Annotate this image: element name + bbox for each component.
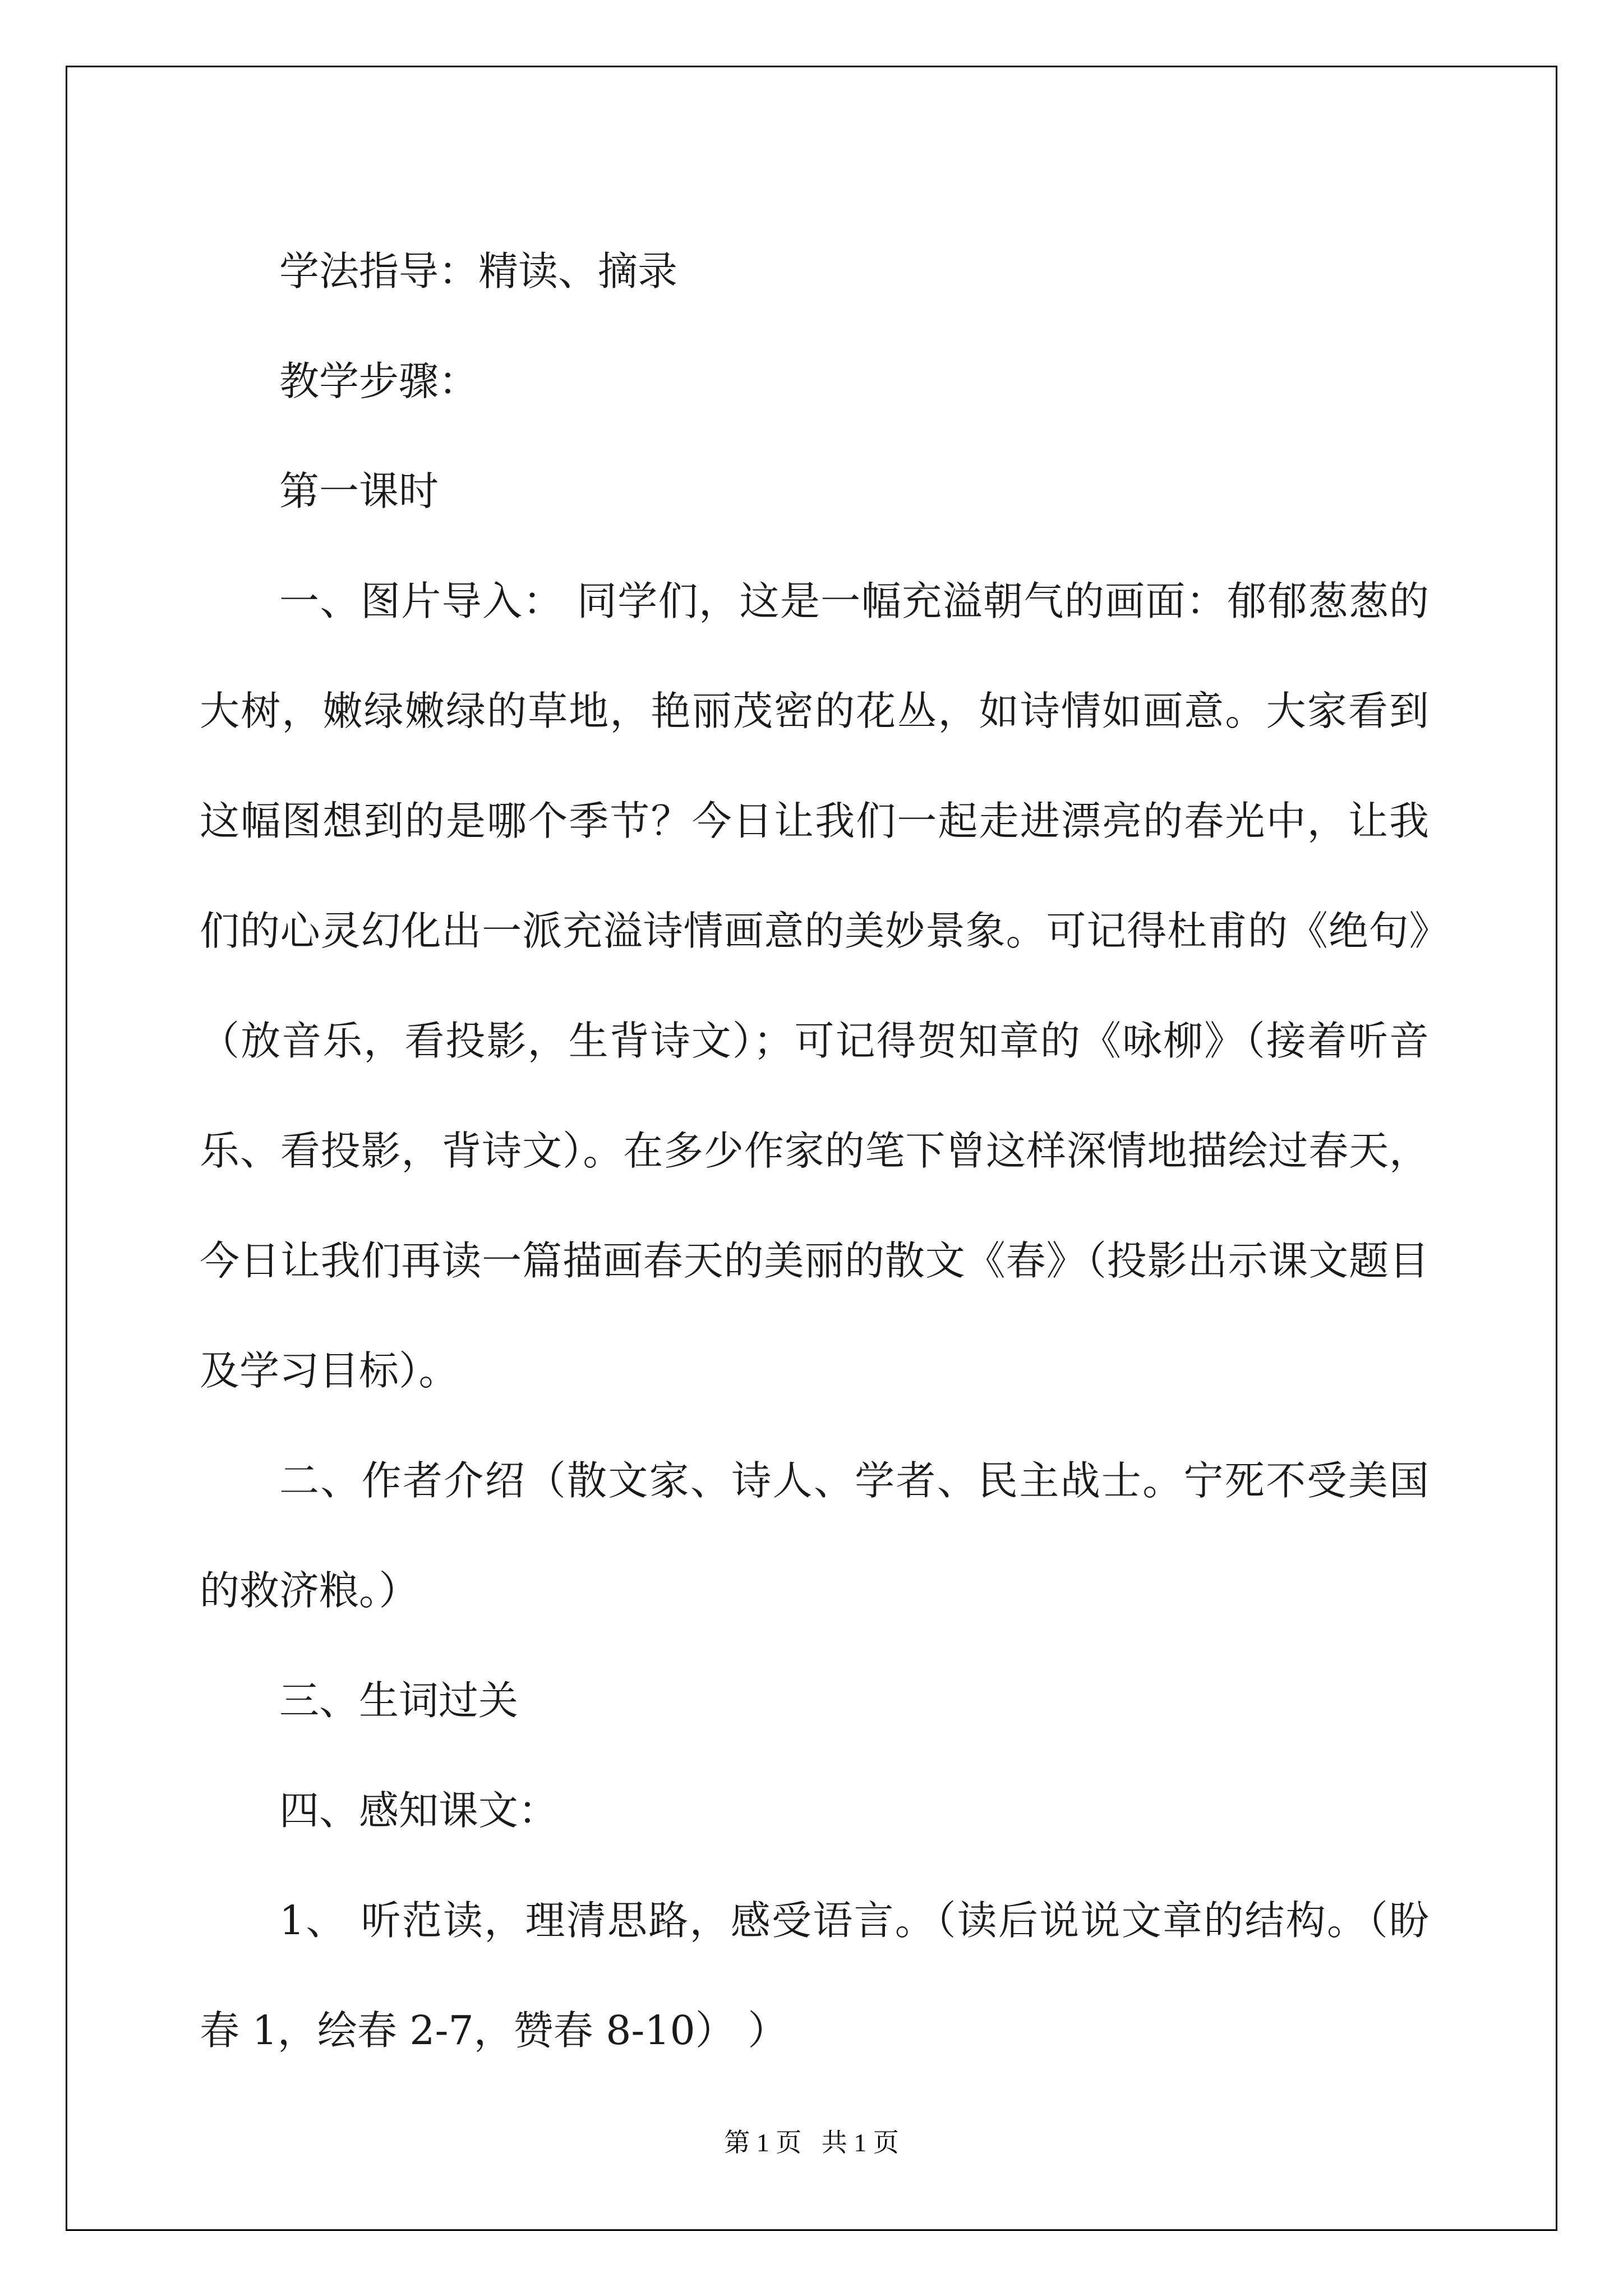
page-footer [0, 2122, 1623, 2159]
paragraph-vocabulary: 三、生词过关 [279, 1677, 519, 1724]
page-number: 第 1 页 [724, 2128, 802, 2157]
page-total: 共 1 页 [821, 2128, 899, 2157]
paragraph-listen-reading: 1、 听范读，理清思路，感受语言。（读后说说文章的结构。（盼春 1，绘春 2-7，赞春 8-10） ） [200, 1897, 1429, 2054]
paragraph-picture-intro: 一、图片导入： 同学们，这是一幅充溢朝气的画面：郁郁葱葱的大树，嫩绿嫩绿的草地，艳丽茂密的花丛，如诗情如画意。大家看到这幅图想到的是哪个季节？今日让我们一起走进漂亮的春光中，让我们的心灵幻化出一派充溢诗情画意的美妙景象。可记得杜甫的《绝句》（放音乐，看投影，生背诗文）；可记得贺知章的《咏柳》（接着听音乐、看投影，背诗文）。在多少作家的笔下曾这样深情地描绘过春天，今日让我们再读一篇描画春天的美丽的散文《春》（投影出示课文题目及学习目标）。 [200, 578, 1429, 1394]
document-body [200, 217, 1429, 2086]
paragraph-author-intro: 二、作者介绍（散文家、诗人、学者、民主战士。宁死不受美国的救济粮。） [200, 1457, 1429, 1614]
paragraph-teaching-steps: 教学步骤： [279, 358, 479, 404]
paragraph-perceive-text: 四、感知课文： [279, 1787, 559, 1834]
paragraph-study-method: 学法指导：精读、摘录 [279, 248, 678, 295]
paragraph-first-lesson: 第一课时 [279, 468, 439, 514]
